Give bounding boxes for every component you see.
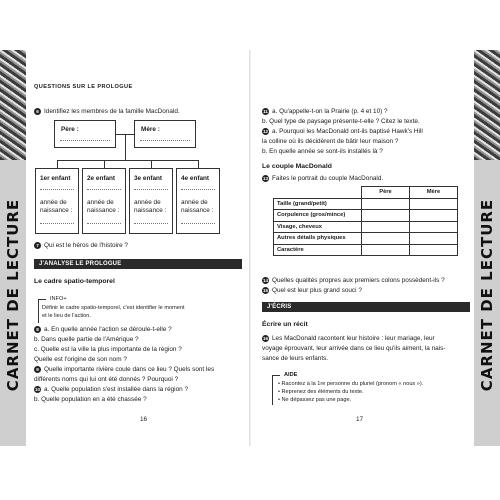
connector xyxy=(151,160,152,168)
table-cell[interactable] xyxy=(410,233,458,245)
question-10a: 10 a. Quelle population s'est installée dans la région ? xyxy=(34,386,189,394)
child-box-1: 1er enfant année de naissance : xyxy=(35,168,79,234)
table-cell[interactable] xyxy=(410,221,458,233)
question-8c-followup: Quelle est l'origine de son nom ? xyxy=(34,356,127,363)
side-title-left: CARNET DE LECTURE xyxy=(4,198,22,392)
answer-line[interactable] xyxy=(181,223,215,224)
analysis-banner: J'ANALYSE LE PROLOGUE xyxy=(34,259,242,269)
question-9: 9 Quelle importante rivière coule dans ce lieu ? Quels sont les xyxy=(34,366,214,374)
answer-line[interactable] xyxy=(134,223,168,224)
table-cell[interactable] xyxy=(362,233,410,245)
section-title: Le cadre spatio-temporel xyxy=(34,278,115,285)
question-7: 7 Qui est le héros de l'histoire ? xyxy=(34,242,128,250)
aide-item: • Ne dépassez pas une page. xyxy=(278,397,352,403)
right-side-band xyxy=(474,50,500,446)
question-14: 14 Quelles qualités propres aux premiers colons possèdent-ils ? xyxy=(262,277,445,285)
table-row: Corpulence (gros/mince) xyxy=(274,210,458,222)
question-8c: c. Quelle est la ville la plus importante de la région ? xyxy=(34,346,182,353)
mother-label: Mère : xyxy=(141,126,160,133)
answer-line[interactable] xyxy=(134,189,168,190)
table-row: Autres détails physiques xyxy=(274,233,458,245)
question-8b: b. Dans quelle partie de l'Amérique ? xyxy=(34,336,139,343)
question-11a: 11 a. Qu'appelle-t-on la Prairie (p. 4 et 10) ? xyxy=(263,108,388,116)
question-8a: 8 a. En quelle année l'action se déroule-t-elle ? xyxy=(34,326,172,334)
left-side-band xyxy=(0,50,26,446)
table-cell[interactable] xyxy=(362,210,410,222)
table-row: Taille (grand/petit) xyxy=(274,198,458,210)
writing-banner: J'ÉCRIS xyxy=(262,302,470,312)
child-box-4: 4e enfant année de naissance : xyxy=(176,168,220,234)
page-number: 16 xyxy=(140,416,148,423)
table-cell[interactable] xyxy=(410,198,458,210)
answer-line[interactable] xyxy=(40,223,74,224)
question-9-line2: différents noms qui lui ont été donnés ? Pourquoi ? xyxy=(34,376,179,383)
table-cell[interactable] xyxy=(362,244,410,256)
portrait-table xyxy=(273,186,458,256)
section-header: QUESTIONS SUR LE PROLOGUE xyxy=(34,84,133,90)
question-10b: b. Quelle population en a été chassée ? xyxy=(34,396,147,403)
table-row: Visage, cheveux xyxy=(274,221,458,233)
info-line: et le lieu de l'action. xyxy=(42,313,91,319)
answer-line[interactable] xyxy=(40,189,74,190)
write-title: Écrire un récit xyxy=(262,321,308,328)
side-illustration xyxy=(0,50,26,160)
father-label: Père : xyxy=(61,126,79,133)
info-title: INFO+ xyxy=(50,296,67,302)
question-6: 6 Identifiez les membres de la famille MacDonald. xyxy=(34,108,180,116)
connector xyxy=(57,160,58,168)
connector xyxy=(104,160,105,168)
connector xyxy=(125,134,126,160)
child-box-3: 3e enfant année de naissance : xyxy=(129,168,173,234)
table-row: Caractère xyxy=(274,244,458,256)
question-11b: b. Quel type de paysage présente-t-elle ? Citez le texte. xyxy=(262,118,420,125)
answer-line[interactable] xyxy=(87,189,121,190)
answer-line[interactable] xyxy=(87,223,121,224)
question-12a-line2: la colline où ils décidèrent de bâtir leur maison ? xyxy=(262,138,399,145)
aide-title: AIDE xyxy=(284,372,298,378)
aide-item: • Reprenez des éléments du texte. xyxy=(278,389,364,395)
page-number: 17 xyxy=(356,416,364,423)
table-cell[interactable] xyxy=(410,244,458,256)
question-12b: b. En quelle année se sont-ils installés là ? xyxy=(262,148,383,155)
table-cell[interactable] xyxy=(362,198,410,210)
table-header: Mère xyxy=(410,187,458,199)
side-title-right: CARNET DE LECTURE xyxy=(478,198,496,392)
answer-line[interactable] xyxy=(181,189,215,190)
connector xyxy=(198,160,199,168)
table-cell[interactable] xyxy=(410,210,458,222)
aide-item: • Racontez à la 1re personne du pluriel (pronom « nous »). xyxy=(278,381,424,387)
table-header-row xyxy=(274,187,458,199)
question-13: 13 Faites le portrait du couple MacDonald. xyxy=(262,175,384,183)
question-15: 15 Quel est leur plus grand souci ? xyxy=(262,287,362,295)
question-16-line3: sance de leurs enfants. xyxy=(262,355,329,362)
table-cell[interactable] xyxy=(362,221,410,233)
connector xyxy=(57,160,198,161)
question-16-line2: voyage éprouvant, leur arrivée dans ce lieu qu'ils aiment, la nais- xyxy=(262,345,446,352)
book-gutter xyxy=(249,50,251,446)
table-header: Père xyxy=(362,187,410,199)
info-line: Définir le cadre spatio-temporel, c'est identifier le moment xyxy=(42,305,185,311)
couple-title: Le couple MacDonald xyxy=(262,163,332,170)
child-box-2: 2e enfant année de naissance : xyxy=(82,168,126,234)
question-16: 16 Les MacDonald racontent leur histoire : leur mariage, leur xyxy=(262,335,435,343)
answer-line[interactable] xyxy=(60,140,110,141)
father-box xyxy=(54,120,116,148)
answer-line[interactable] xyxy=(140,140,190,141)
side-illustration xyxy=(474,50,500,160)
mother-box xyxy=(134,120,196,148)
question-12a: 12 a. Pourquoi les MacDonald ont-ils baptisé Hawk's Hill xyxy=(262,128,423,136)
